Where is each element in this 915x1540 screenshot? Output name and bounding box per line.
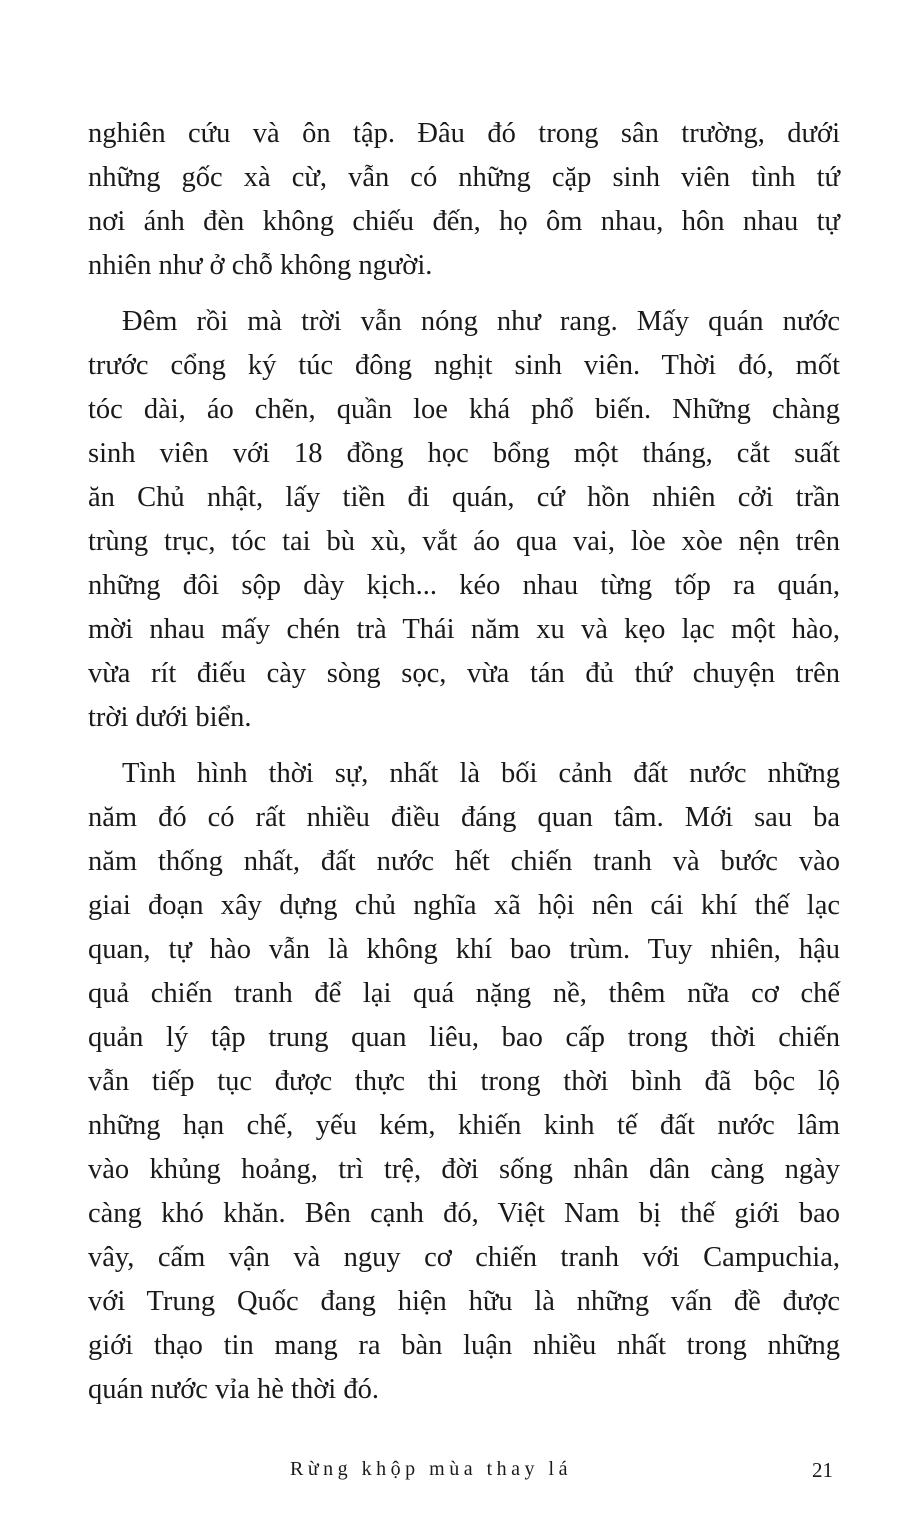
- text-line: trời dưới biển.: [88, 702, 252, 733]
- text-line: giai đoạn xây dựng chủ nghĩa xã hội nên cái khí thế lạc: [88, 890, 840, 921]
- paragraph-2: [88, 300, 840, 740]
- text-line: với Trung Quốc đang hiện hữu là những vấn đề được: [88, 1286, 840, 1317]
- text-line: mời nhau mấy chén trà Thái năm xu và kẹo lạc một hào,: [88, 614, 840, 645]
- text-line: trước cổng ký túc đông nghịt sinh viên. Thời đó, mốt: [88, 350, 840, 381]
- text-line: tóc dài, áo chẽn, quần loe khá phổ biến. Những chàng: [88, 394, 840, 425]
- text-line: quả chiến tranh để lại quá nặng nề, thêm nữa cơ chế: [88, 978, 840, 1009]
- text-line: những hạn chế, yếu kém, khiến kinh tế đất nước lâm: [88, 1110, 840, 1141]
- text-line: quan, tự hào vẫn là không khí bao trùm. Tuy nhiên, hậu: [88, 934, 840, 965]
- page-footer: [0, 1458, 915, 1488]
- page-number: 21: [812, 1458, 833, 1482]
- text-line: vào khủng hoảng, trì trệ, đời sống nhân dân càng ngày: [88, 1154, 840, 1185]
- text-line: trùng trục, tóc tai bù xù, vắt áo qua vai, lòe xòe nện trên: [88, 526, 840, 557]
- text-line: quản lý tập trung quan liêu, bao cấp trong thời chiến: [88, 1022, 840, 1053]
- running-title: Rừng khộp mùa thay lá: [290, 1458, 572, 1480]
- text-line: giới thạo tin mang ra bàn luận nhiều nhất trong những: [88, 1330, 840, 1361]
- text-line: vừa rít điếu cày sòng sọc, vừa tán đủ thứ chuyện trên: [88, 658, 840, 689]
- text-line: ăn Chủ nhật, lấy tiền đi quán, cứ hồn nhiên cởi trần: [88, 482, 840, 513]
- text-line: nơi ánh đèn không chiếu đến, họ ôm nhau, hôn nhau tự: [88, 206, 840, 237]
- text-line: sinh viên với 18 đồng học bổng một tháng, cắt suất: [88, 438, 840, 469]
- text-line: nhiên như ở chỗ không người.: [88, 250, 433, 281]
- text-line: năm thống nhất, đất nước hết chiến tranh và bước vào: [88, 846, 840, 877]
- text-line: nghiên cứu và ôn tập. Đâu đó trong sân trường, dưới: [88, 118, 840, 149]
- text-line: vẫn tiếp tục được thực thi trong thời bình đã bộc lộ: [88, 1066, 840, 1097]
- text-line: quán nước vỉa hè thời đó.: [88, 1374, 379, 1405]
- text-line: những đôi sộp dày kịch... kéo nhau từng tốp ra quán,: [88, 570, 840, 601]
- text-line: năm đó có rất nhiều điều đáng quan tâm. Mới sau ba: [88, 802, 840, 833]
- paragraph-3: [88, 752, 840, 1412]
- page-body: [88, 112, 840, 1424]
- text-line: vây, cấm vận và nguy cơ chiến tranh với Campuchia,: [88, 1242, 840, 1273]
- paragraph-1: [88, 112, 840, 288]
- text-line: càng khó khăn. Bên cạnh đó, Việt Nam bị thế giới bao: [88, 1198, 840, 1229]
- text-line: những gốc xà cừ, vẫn có những cặp sinh viên tình tứ: [88, 162, 840, 193]
- text-line: Đêm rồi mà trời vẫn nóng như rang. Mấy quán nước: [122, 306, 840, 337]
- text-line: Tình hình thời sự, nhất là bối cảnh đất nước những: [122, 758, 840, 789]
